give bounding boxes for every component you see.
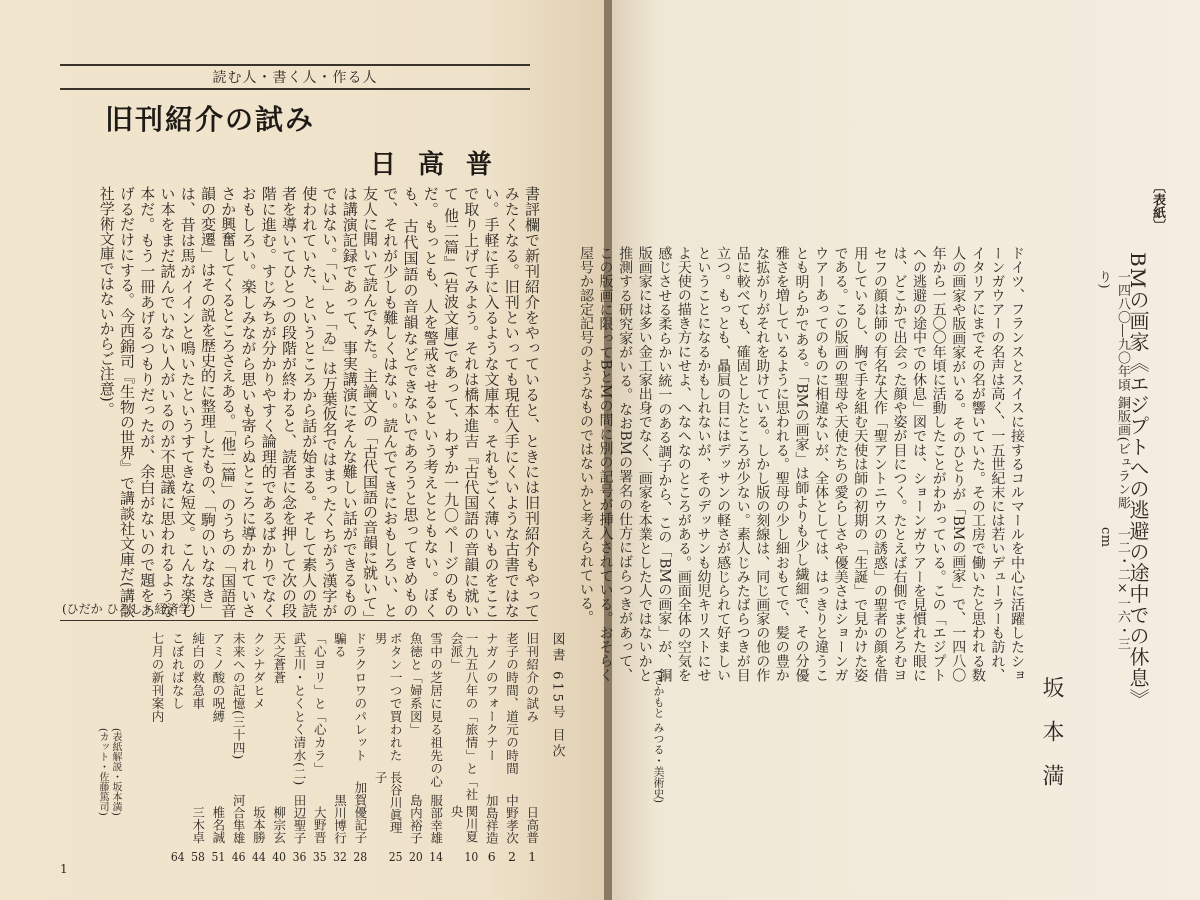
toc-item-meta [231, 794, 246, 863]
toc-item [272, 632, 287, 862]
toc-item-title: クシナダヒメ [251, 632, 267, 710]
toc-item-meta [272, 806, 287, 862]
toc-item-author: 長谷川眞理子 [373, 771, 404, 834]
toc-item [231, 632, 246, 862]
toc-item [292, 632, 307, 862]
toc-item [525, 632, 540, 862]
credit-line: (カット・佐藤篤司) [97, 728, 108, 816]
toc-item-title: 「心ヨリ」と「心カラ」 [312, 632, 328, 775]
toc-item-page: 28 [353, 849, 368, 862]
toc-item-author: 加賀優記子 [352, 781, 368, 844]
toc-item [373, 632, 403, 862]
toc-item-author: 大野晋 [312, 806, 328, 844]
toc-item-title: ドラクロワのパレット [352, 632, 368, 762]
toc-item-page: 20 [409, 849, 423, 862]
toc-item-meta [292, 794, 307, 863]
toc-item [505, 632, 520, 862]
article-body: 書評欄で新刊紹介をやっていると、ときには旧刊紹介もやってみたくなる。旧刊といっても現在入手にくいような古書ではない。手軽に手に入るような文庫本。それもごく薄いものをここで取り上げてみよう。それは橋本進吉『古代国語の音韻に就いて 他二篇』(岩波文庫)であって、わずか一九〇ページのものだ。もっとも、人を警戒させるという考えとともない。ぼくも、古代国語の音韻などできないであろうと思ってきめもので、それが少しも難しくはない。読んでてきにおもしろい、と友人に聞いて読んでみた。主論文の「古代国語の音韻に就いて」は講演記録であって、事実講演にそんな難しい話ができるものではない。「い」と「ゐ」は万葉仮名ではまったくちがう漢字が使われていた、というところから話が始まる。そして素人の読者を導いてひとつの段階が終わると、読者に念を押して次の段階に進む。すじみちが分かりやすく論理的であるばかりでなくおもしろい。楽しみながら思いも寄らぬところに導かれていささか興奮してくるところさえある。「他二篇」のうちの「国語音韻の変遷」はその説を歴史的に整理したもの、「駒のいななき」は、昔は馬がイインと鳴いたというすてきな短文。こんな楽しい本をまだ読んでいない人がいるのが不思議に思われるような本だ。もう一冊あげるつもりだったが、余白がないので題をあげるだけにする。今西錦司『生物の世界』で講談社文庫だ(講談社学術文庫ではないからご注意)。 [97, 186, 541, 619]
toc-item-meta [505, 794, 520, 863]
cover-artwork-title: BMの画家《エジプトへの逃避の途中での休息》 [1126, 252, 1150, 710]
show-through-decoration [896, 130, 1016, 220]
toc-credits [96, 728, 122, 868]
toc-item-title: 武玉川・とくとく清水(二) [291, 632, 307, 786]
toc-item-meta [333, 794, 348, 863]
toc-item-author: 服部幸雄 [428, 793, 444, 844]
article-title: 旧刊紹介の試み [105, 103, 316, 136]
toc-item-title: 魚徳と「婦系図」 [408, 632, 424, 736]
toc-item [429, 632, 444, 862]
toc-item-title: 未来への記憶(三十四) [231, 632, 247, 760]
cover-artwork-size: 一二・二×一六・三cm [1098, 526, 1130, 651]
toc-item-meta [373, 771, 403, 862]
credit-line: (表紙解説・坂本満) [110, 728, 121, 816]
toc-item [191, 632, 206, 862]
series-header [60, 64, 530, 90]
toc-item [449, 632, 479, 862]
table-of-contents [150, 632, 540, 872]
toc-item-author: 柳宗玄 [271, 806, 287, 844]
toc-item-author: 加島祥造 [484, 793, 500, 844]
toc-item [484, 632, 499, 862]
toc-item-page: 14 [429, 849, 444, 862]
toc-item-title: アミノ酸の呪縛 [210, 632, 226, 723]
toc-item-title: 旧刊紹介の試み [524, 632, 540, 723]
toc-item-author: 中野孝次 [504, 793, 520, 844]
toc-item-author: 三木卓 [190, 806, 206, 844]
toc-item-page: 40 [272, 849, 287, 862]
toc-item-meta [211, 806, 226, 862]
toc-item-title: 雪中の芝居に見る祖先の心 [428, 632, 444, 788]
toc-item-title: 老子の時間、道元の時間 [504, 632, 520, 775]
article-author: 日高普 [370, 150, 515, 180]
toc-item-page: 2 [508, 849, 516, 862]
toc-item [170, 632, 185, 862]
toc-item-page: 36 [292, 849, 307, 862]
toc-item-author: 河合隼雄 [231, 793, 247, 844]
cover-essay-author: 坂本満 [1039, 676, 1064, 808]
toc-item-page: 46 [231, 849, 246, 862]
cover-label: 〔表紙〕 [1150, 180, 1165, 232]
toc-item [251, 632, 266, 862]
cover-artwork-spec [1094, 270, 1132, 670]
toc-item-author: 日高普 [524, 806, 540, 844]
toc-item [211, 632, 226, 862]
toc-item-page: 58 [191, 849, 205, 862]
toc-item-author: 椎名誠 [210, 806, 226, 844]
toc-item-page: 6 [487, 849, 496, 862]
toc-item-meta [170, 844, 185, 863]
toc-item-title: ボタン一つで買われた男 [373, 632, 404, 762]
toc-item-meta [251, 806, 266, 862]
article-byline: (ひだか ひろし・経済学) [62, 602, 196, 616]
toc-item-meta [191, 806, 206, 862]
toc-item-author: 島内裕子 [408, 793, 424, 844]
toc-item-meta [408, 794, 423, 863]
toc-item-page: 35 [312, 849, 327, 862]
toc-item-meta [353, 781, 368, 862]
toc-item-title: 天之蒼蒼 [271, 632, 287, 684]
toc-item [150, 632, 165, 862]
toc-item [312, 632, 327, 862]
page-number: 1 [60, 862, 68, 876]
toc-item-title: 騙る [332, 632, 348, 658]
toc-item-author: 田辺聖子 [291, 793, 307, 844]
section-divider [60, 620, 538, 621]
toc-item [353, 632, 368, 862]
toc-item-title: 一九五八年の「旅情」と「社会派」 [448, 632, 479, 801]
toc-item-title: ナガノのフォークナー [484, 632, 500, 762]
series-title: 読む人・書く人・作る人 [201, 67, 390, 87]
toc-item [333, 632, 348, 862]
toc-item-meta [150, 856, 165, 862]
toc-item-meta [484, 794, 499, 863]
toc-item-meta [312, 806, 327, 862]
toc-item-page: 32 [333, 849, 347, 862]
toc-item-page: 10 [464, 849, 479, 862]
toc-item-title: 純白の救急車 [190, 632, 206, 710]
cover-essay-byline: (さかもと みつる・美術史) [652, 670, 665, 804]
cover-artwork-date: 一四八〇―九〇年頃 銅版画(ビュラン彫り) [1096, 270, 1130, 510]
toc-item-title: 七月の新刊案内 [150, 632, 165, 723]
toc-item-author: 黒川博行 [332, 793, 348, 844]
toc-item-meta [449, 805, 479, 862]
toc-item-author: 坂本勝 [251, 806, 267, 844]
toc-item-page: 25 [388, 849, 403, 862]
toc-item [408, 632, 423, 862]
toc-heading: 図書 615号 目次 [549, 632, 565, 761]
toc-item-author: 関川夏央 [448, 805, 479, 843]
toc-item-page: 1 [528, 849, 537, 862]
toc-item-page: 64 [170, 849, 185, 862]
toc-item-meta [525, 806, 540, 862]
toc-item-title: こぼればなし [170, 632, 186, 710]
toc-item-page: 44 [252, 849, 266, 862]
toc-item-page: 51 [211, 849, 226, 862]
toc-item-meta [429, 794, 444, 863]
cover-essay-body: ドイツ、フランスとスイスに接するコルマールを中心に活躍したショーンガウアーの名声は高く、一五世紀末には若いデューラーも訪れ、イタリアにまでその名が響いていた。その工房で働いたと思われる数人の画家や版画家がいる。そのひとりが「BMの画家」で、一四八〇年から一五〇〇年頃に活動したことがわかっている。この「エジプトへの逃避の途中での休息」図では、ショーンガウアーを見慣れた眼には、どこかで出会った顔や姿が目につく。たとえば右側でまどろむヨセフの顔は師の有名な大作「聖アントニウスの誘惑」の聖者の顔を借用しているし、胸で手を組む天使は師の初期の「生誕」で見かけた姿である。この版画の聖母や天使たちの愛らしさや優美さはショーンガウアーあってのものに相違ないが、全体としては、はっきりと違うことも明らかである。「BMの画家」は師よりも少し繊細で、その分優雅さを増しているように思われる。聖母の少し細おもてで、髪の豊かな拡がりがそれを助けている。しかし版の刻線は、同じ画家の他の作品に較べても、確固としたところが少ない。素人じみたばらつきが目立つ。もっとも、贔屓の目にはデッサンの軽さが感じられて好ましいということになるかもしれないが、そのデッサンも幼児キリストにせよ天使の描き方にせよ、へなへなのところがある。画面全体の空気を感じさせる柔らかい統一のある調子から、この「BMの画家」が、銅版画家には多い金工家出身でなく、画家を本業とした人ではないかと推測する研究家がいる。なおBMの署名の仕方にばらつきがあって、この版画に限ってBとMの間に別の記号が挿入されている。おそらく屋号か認定記号のようなものではないかと考えられている。 [577, 246, 1025, 682]
